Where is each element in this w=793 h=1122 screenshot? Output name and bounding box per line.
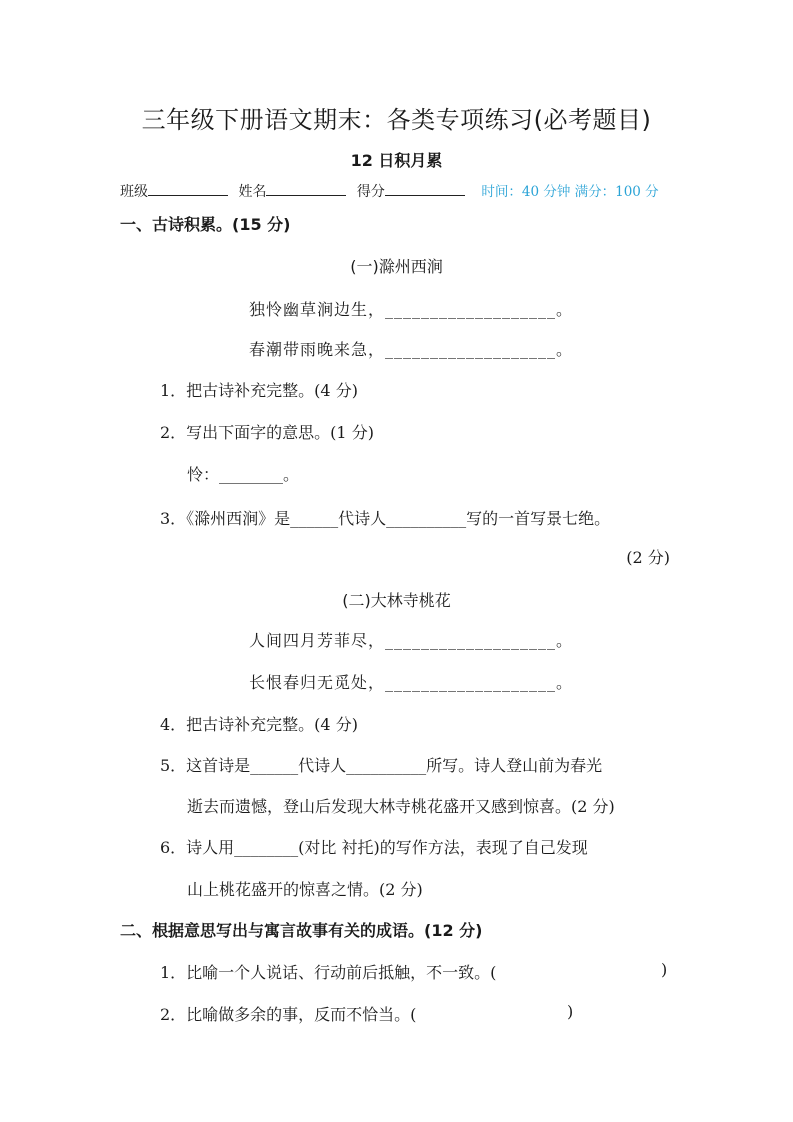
name-label: 姓名 bbox=[238, 184, 267, 200]
lesson-subtitle: 12 日积月累 bbox=[350, 151, 443, 170]
question-2-answer[interactable]: 怜：________。 bbox=[187, 465, 300, 484]
question-5-line-1[interactable]: 5．这首诗是______代诗人__________所写。诗人登山前为春光 bbox=[160, 756, 603, 775]
question-3[interactable]: 3．《滁州西涧》是______代诗人__________写的一首写景七绝。 bbox=[160, 509, 611, 528]
section-2-question-1: 1．比喻一个人说话、行动前后抵触，不一致。( bbox=[160, 963, 497, 982]
question-2: 2．写出下面字的意思。(1 分) bbox=[160, 423, 374, 442]
poem-2-title: (二)大林寺桃花 bbox=[342, 591, 451, 610]
question-6-line-1[interactable]: 6．诗人用________(对比 衬托)的写作方法，表现了自己发现 bbox=[160, 838, 588, 857]
score-blank[interactable] bbox=[385, 180, 465, 196]
section-2-question-2-close: ) bbox=[567, 1002, 574, 1021]
student-info-row bbox=[120, 180, 659, 201]
section-2-question-2: 2．比喻做多余的事，反而不恰当。( bbox=[160, 1005, 417, 1024]
question-4: 4．把古诗补充完整。(4 分) bbox=[160, 715, 358, 734]
question-3-points: (2 分) bbox=[626, 548, 670, 567]
section-2-heading: 二、根据意思写出与寓言故事有关的成语。(12 分) bbox=[120, 921, 483, 940]
section-1-heading: 一、古诗积累。(15 分) bbox=[120, 215, 291, 234]
question-1: 1．把古诗补充完整。(4 分) bbox=[160, 381, 358, 400]
page-title: 三年级下册语文期末：各类专项练习(必考题目) bbox=[141, 106, 652, 134]
question-6-line-2: 山上桃花盛开的惊喜之情。(2 分) bbox=[187, 880, 423, 899]
class-label: 班级 bbox=[120, 184, 148, 200]
poem-1-title: (一)滁州西涧 bbox=[350, 257, 443, 276]
section-2-question-1-close: ) bbox=[661, 960, 668, 979]
poem-2-line-1[interactable]: 人间四月芳菲尽，___________________。 bbox=[249, 631, 574, 650]
name-blank[interactable] bbox=[266, 180, 346, 196]
time-score-text: 时间：40 分钟 满分：100 分 bbox=[481, 184, 659, 200]
class-blank[interactable] bbox=[148, 180, 228, 196]
score-label: 得分 bbox=[356, 184, 385, 200]
poem-1-line-1[interactable]: 独怜幽草涧边生，___________________。 bbox=[249, 300, 574, 319]
question-5-line-2: 逝去而遗憾，登山后发现大林寺桃花盛开又感到惊喜。(2 分) bbox=[187, 797, 615, 816]
poem-1-line-2[interactable]: 春潮带雨晚来急，___________________。 bbox=[249, 340, 574, 359]
poem-2-line-2[interactable]: 长恨春归无觅处，___________________。 bbox=[249, 673, 574, 692]
